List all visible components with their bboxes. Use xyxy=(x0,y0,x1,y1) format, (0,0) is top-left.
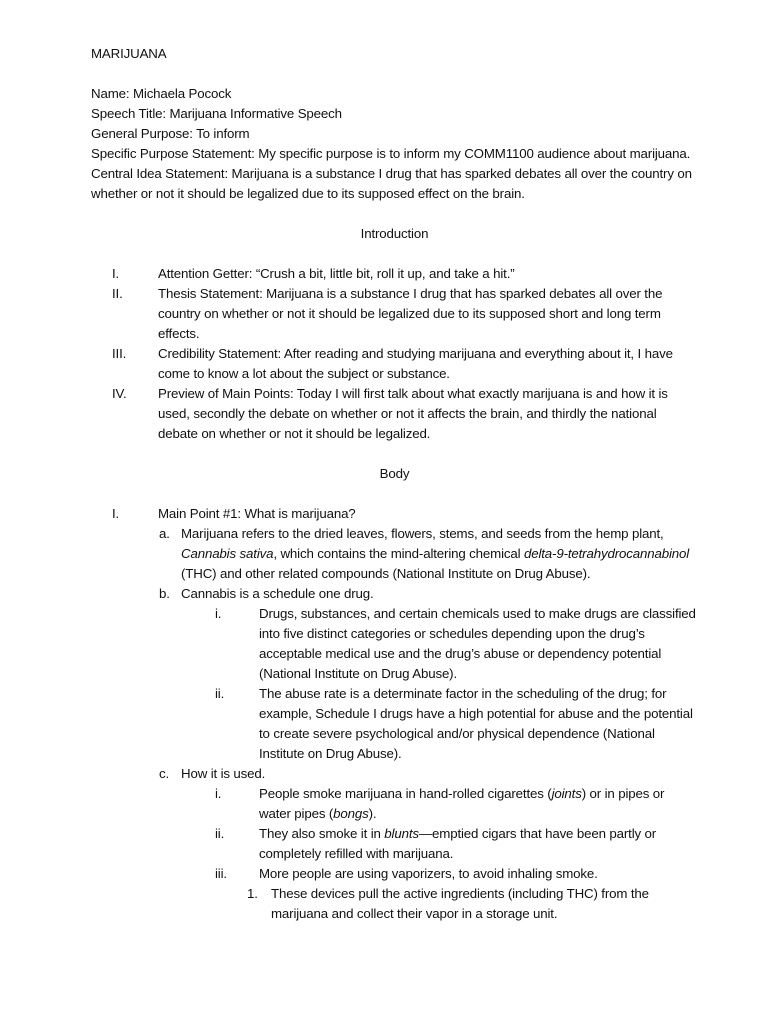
list-letter: b. xyxy=(159,586,170,601)
introduction-heading: Introduction xyxy=(360,226,429,241)
italic-term: joints xyxy=(551,786,582,801)
sub-sub-point xyxy=(91,684,698,764)
list-letter: a. xyxy=(159,526,170,541)
sub-point-c xyxy=(91,764,698,784)
list-number: IV. xyxy=(112,386,127,401)
sub-point-text: How it is used. xyxy=(181,766,266,781)
sub-sub-point xyxy=(91,784,698,824)
list-roman: ii. xyxy=(215,826,225,841)
list-number: III. xyxy=(112,346,127,361)
list-item-text: Attention Getter: “Crush a bit, little bit, roll it up, and take a hit.” xyxy=(158,266,515,281)
italic-term: blunts xyxy=(384,826,419,841)
introduction-list xyxy=(91,264,698,444)
list-item xyxy=(91,344,698,384)
speech-title-line: Speech Title: Marijuana Informative Speech xyxy=(91,106,342,121)
body-outline xyxy=(91,504,698,924)
sub-sub-point-text: Drugs, substances, and certain chemicals used to make drugs are classified into five distinct categories or schedules depending upon the drug’s acceptable medical use and the drug’s abuse or dependency potential (National Institute on Drug Abuse). xyxy=(259,606,696,681)
list-roman: i. xyxy=(215,606,222,621)
italic-term: Cannabis sativa xyxy=(181,546,274,561)
list-item-text: Thesis Statement: Marijuana is a substance I drug that has sparked debates all over the country on whether or not it should be legalized due to its supposed short and long term effects. xyxy=(158,286,663,341)
sub-sub-point xyxy=(91,864,698,884)
sub-sub-point xyxy=(91,824,698,864)
sub-point-text: Marijuana refers to the dried leaves, flowers, stems, and seeds from the hemp plant, Cannabis sativa, which contains the mind-altering chemical delta-9-tetrahydrocannabinol (THC) and other related compounds (National Institute on Drug Abuse). xyxy=(181,526,690,581)
sub-point-b xyxy=(91,584,698,604)
list-letter: c. xyxy=(159,766,170,781)
sub-sub-point-text: They also smoke it in blunts—emptied cigars that have been partly or completely refilled with marijuana. xyxy=(259,826,657,861)
main-point-text: Main Point #1: What is marijuana? xyxy=(158,506,356,521)
italic-term: delta-9-tetrahydrocannabinol xyxy=(523,546,690,561)
list-item xyxy=(91,284,698,344)
list-roman: ii. xyxy=(215,686,225,701)
sub-sub-point-text: More people are using vaporizers, to avoid inhaling smoke. xyxy=(259,866,598,881)
list-item xyxy=(91,384,698,444)
italic-term: bongs xyxy=(333,806,369,821)
sub-sub-point xyxy=(91,604,698,684)
list-number: I. xyxy=(112,266,120,281)
body-heading: Body xyxy=(379,466,410,481)
list-roman: i. xyxy=(215,786,222,801)
specific-purpose-line: Specific Purpose Statement: My specific purpose is to inform my COMM1100 audience about marijuana. xyxy=(91,146,691,161)
sub-sub-point-text: People smoke marijuana in hand-rolled cigarettes (joints) or in pipes or water pipes (bongs). xyxy=(259,786,665,821)
list-number: II. xyxy=(112,286,123,301)
list-number: I. xyxy=(112,506,120,521)
numbered-point-text: These devices pull the active ingredients (including THC) from the marijuana and collect their vapor in a storage unit. xyxy=(271,886,649,921)
list-item-text: Preview of Main Points: Today I will first talk about what exactly marijuana is and how it is used, secondly the debate on whether or not it affects the brain, and thirdly the national debate on whether or not it should be legalized. xyxy=(158,386,668,441)
list-item-text: Credibility Statement: After reading and studying marijuana and everything about it, I have come to know a lot about the subject or substance. xyxy=(158,346,673,381)
list-arabic: 1. xyxy=(247,886,258,901)
sub-sub-point-text: The abuse rate is a determinate factor in the scheduling of the drug; for example, Schedule I drugs have a high potential for abuse and the potential to create severe psychological and/or physical dependence (National Institute on Drug Abuse). xyxy=(259,686,693,761)
sub-point-a xyxy=(91,524,698,584)
main-point xyxy=(91,504,698,524)
central-idea-line: Central Idea Statement: Marijuana is a substance I drug that has sparked debates all over the country on whether or not it should be legalized due to its supposed effect on the brain. xyxy=(91,166,692,201)
sub-point-text: Cannabis is a schedule one drug. xyxy=(181,586,374,601)
general-purpose-line: General Purpose: To inform xyxy=(91,126,250,141)
list-item xyxy=(91,264,698,284)
speech-header-block xyxy=(91,84,698,204)
list-roman: iii. xyxy=(215,866,227,881)
document-title: MARIJUANA xyxy=(91,46,167,61)
name-line: Name: Michaela Pocock xyxy=(91,86,232,101)
numbered-point xyxy=(91,884,698,924)
